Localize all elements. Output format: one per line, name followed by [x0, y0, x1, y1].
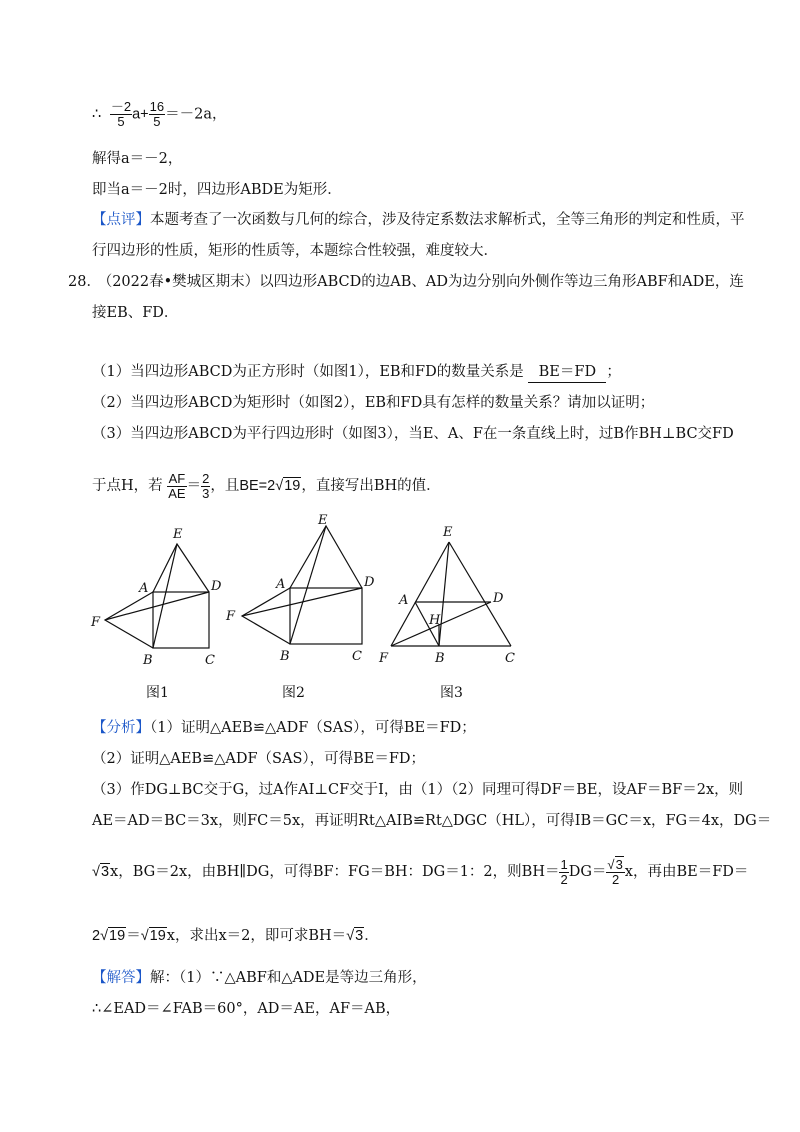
comment-line-2: 行四边形的性质，矩形的性质等，本题综合性较强，难度较大．	[92, 243, 498, 259]
label-b: B	[280, 649, 290, 664]
label-f: F	[379, 651, 389, 666]
figure-1-diagram	[85, 520, 225, 670]
triangle-abf	[105, 592, 153, 648]
solution-line-2: ∴∠EAD＝∠FAB＝60°，AD＝AE，AF＝AB，	[92, 1001, 401, 1017]
solution-tag: 【解答】	[92, 970, 150, 986]
figure-2-diagram	[222, 508, 382, 673]
triangle-ade	[290, 526, 362, 588]
label-c: C	[205, 653, 215, 668]
question-1: （1）当四边形ABCD为正方形时（如图1），EB和FD的数量关系是 BE＝FD ；	[92, 362, 621, 383]
figure-1-caption: 图1	[146, 685, 169, 701]
label-a: A	[276, 577, 286, 592]
label-b: B	[435, 651, 445, 666]
label-a: A	[399, 593, 409, 608]
label-d: D	[493, 591, 504, 606]
solve-line: 解得a＝－2，	[92, 151, 183, 167]
analysis-line-1: 【分析】（1）证明△AEB≌△ADF（SAS），可得BE＝FD；	[92, 720, 476, 736]
analysis-line-3: （3）作DG⊥BC交于G，过A作AI⊥CF交于I，由（1）（2）同理可得DF＝BE，设AF＝BF＝2x，则	[92, 782, 744, 798]
label-b: B	[143, 653, 153, 668]
label-d: D	[364, 575, 375, 590]
triangle-ade	[153, 544, 209, 592]
question-3-line-1: （3）当四边形ABCD为平行四边形时（如图3），当E、A、F在一条直线上时，过B作BH⊥BC交FD	[92, 426, 734, 442]
segment-fd	[391, 602, 491, 646]
problem-stem-line-2: 接EB、FD．	[92, 305, 179, 321]
segment-fd	[242, 588, 362, 616]
comment-tag: 【点评】	[92, 212, 150, 228]
label-a: A	[139, 581, 149, 596]
problem-stem-line-1: 28． （2022春•樊城区期末）以四边形ABCD的边AB、AD为边分别向外侧作等边三角形ABF和ADE，连	[68, 274, 744, 290]
comment-line-1: 【点评】本题考查了一次函数与几何的综合，涉及待定系数法求解析式，全等三角形的判定和性质，平	[92, 212, 745, 228]
equation-line: ∴ $\frac{-2}{5}$ a+ $\frac{16}{5}$ ＝－2a，	[92, 99, 227, 129]
conclusion-line: 即当a＝－2时，四边形ABDE为矩形．	[92, 182, 342, 198]
problem-number: 28．	[68, 274, 101, 290]
label-e: E	[318, 513, 328, 528]
square-abcd	[153, 592, 209, 648]
segment-eb	[290, 526, 326, 644]
triangle-abf	[242, 588, 290, 644]
label-d: D	[211, 579, 222, 594]
analysis-line-5: √3x，BG＝2x，由BH∥DG，可得BF：FG＝BH：DG＝1：2，则BH＝ $\frac{1}{2}$ DG＝ $\frac{√3}{2}$ x，再由BE＝FD＝	[92, 856, 749, 887]
figure-3-caption: 图3	[440, 685, 463, 701]
segment-fd	[105, 592, 209, 620]
analysis-tag: 【分析】	[92, 720, 150, 736]
question-3-line-2: 于点H，若 $\frac{AF}{AE}$ ＝ $\frac{2}{3}$ ，且BE=2√19，直接写出BH的值．	[92, 470, 441, 501]
question-2: （2）当四边形ABCD为矩形时（如图2），EB和FD具有怎样的数量关系？请加以证明；	[92, 395, 655, 411]
figure-3-diagram	[375, 520, 525, 670]
label-c: C	[505, 651, 515, 666]
figure-2-caption: 图2	[282, 685, 305, 701]
label-e: E	[443, 525, 453, 540]
label-c: C	[352, 649, 362, 664]
answer-blank: BE＝FD	[528, 362, 606, 383]
analysis-line-2: （2）证明△AEB≌△ADF（SAS），可得BE＝FD；	[92, 751, 426, 767]
label-h: H	[429, 613, 441, 628]
analysis-line-4: AE＝AD＝BC＝3x，则FC＝5x，再证明Rt△AIB≌Rt△DGC（HL），可得IB＝GC＝x，FG＝4x，DG＝	[92, 813, 772, 829]
label-e: E	[173, 527, 183, 542]
analysis-line-6: 2√19＝√19x，求出x＝2，即可求BH＝√3．	[92, 928, 379, 944]
segment-eb	[153, 544, 177, 648]
label-f: F	[226, 609, 236, 624]
label-f: F	[91, 615, 101, 630]
solution-line-1: 【解答】解：（1）∵△ABF和△ADE是等边三角形，	[92, 970, 427, 986]
